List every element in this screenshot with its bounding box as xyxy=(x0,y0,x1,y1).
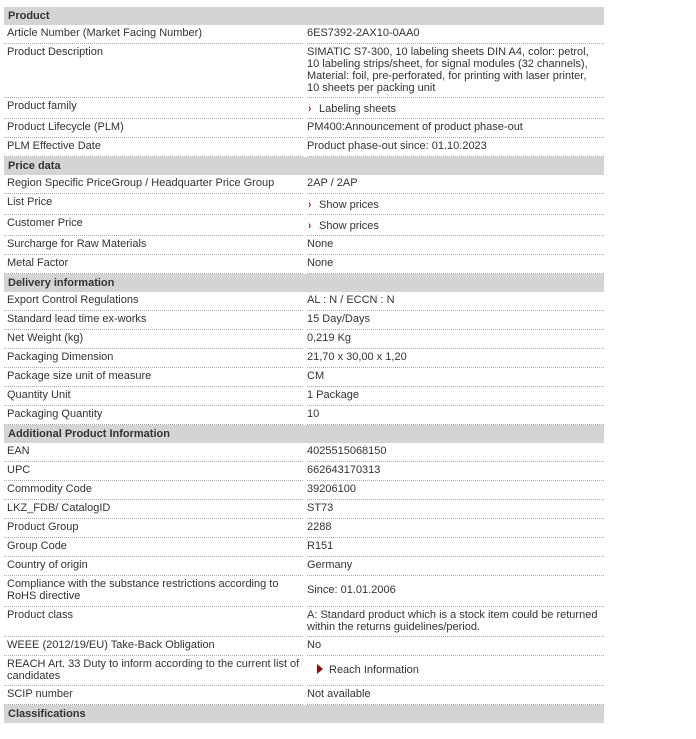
link-label: Labeling sheets xyxy=(319,103,397,115)
row-value: 39206100 xyxy=(307,481,604,500)
row-value: None xyxy=(307,255,604,274)
row-value: No xyxy=(307,637,604,656)
row-value xyxy=(307,215,604,236)
row-label: Country of origin xyxy=(4,557,303,576)
table-row xyxy=(4,686,604,705)
table-row xyxy=(4,387,604,406)
table-row xyxy=(4,500,604,519)
show-prices-link[interactable] xyxy=(307,220,379,232)
row-label: REACH Art. 33 Duty to inform according to the current list of candidates xyxy=(4,656,303,686)
row-value: SIMATIC S7-300, 10 labeling sheets DIN A4, color: petrol, 10 labeling strips/sheet, for signal modules (32 channels), Material: foil, pre-perforated, for printing with laser printer, 10 sheets per packing unit xyxy=(307,44,604,98)
row-label: LKZ_FDB/ CatalogID xyxy=(4,500,303,519)
table-row xyxy=(4,25,604,44)
product-data-table xyxy=(4,7,604,723)
chevron-right-icon: › xyxy=(308,103,312,115)
row-label: Region Specific PriceGroup / Headquarter Price Group xyxy=(4,175,303,194)
table-row xyxy=(4,637,604,656)
row-label: Export Control Regulations xyxy=(4,292,303,311)
row-label: Product class xyxy=(4,607,303,637)
row-value: 662643170313 xyxy=(307,462,604,481)
row-value: R151 xyxy=(307,538,604,557)
section-header-classifications: Classifications xyxy=(4,705,604,723)
row-label: EAN xyxy=(4,443,303,462)
row-value: CM xyxy=(307,368,604,387)
labeling-sheets-link[interactable] xyxy=(307,103,396,115)
triangle-right-icon xyxy=(317,664,323,674)
row-label: SCIP number xyxy=(4,686,303,705)
table-row xyxy=(4,576,604,607)
table-row xyxy=(4,538,604,557)
link-label: Show prices xyxy=(319,199,379,211)
table-row xyxy=(4,368,604,387)
show-prices-link[interactable] xyxy=(307,199,379,211)
row-value: ST73 xyxy=(307,500,604,519)
row-label: UPC xyxy=(4,462,303,481)
row-value xyxy=(307,98,604,119)
table-row xyxy=(4,255,604,274)
row-value: 10 xyxy=(307,406,604,425)
row-value: 6ES7392-2AX10-0AA0 xyxy=(307,25,604,44)
table-row xyxy=(4,443,604,462)
section-header-delivery-information: Delivery information xyxy=(4,274,604,292)
table-row xyxy=(4,311,604,330)
table-row xyxy=(4,519,604,538)
row-label: Standard lead time ex-works xyxy=(4,311,303,330)
row-label: Package size unit of measure xyxy=(4,368,303,387)
row-value: Not available xyxy=(307,686,604,705)
row-label: Product family xyxy=(4,98,303,119)
row-label: Packaging Dimension xyxy=(4,349,303,368)
row-label: PLM Effective Date xyxy=(4,138,303,157)
row-value: PM400:Announcement of product phase-out xyxy=(307,119,604,138)
table-row xyxy=(4,194,604,215)
row-value: None xyxy=(307,236,604,255)
row-label: Product Description xyxy=(4,44,303,98)
link-label: Reach Information xyxy=(329,664,419,676)
row-label: Quantity Unit xyxy=(4,387,303,406)
row-value: Since: 01.01.2006 xyxy=(307,576,604,607)
row-label: Net Weight (kg) xyxy=(4,330,303,349)
table-row xyxy=(4,119,604,138)
table-row xyxy=(4,349,604,368)
table-row xyxy=(4,44,604,98)
row-label: Metal Factor xyxy=(4,255,303,274)
row-value: 1 Package xyxy=(307,387,604,406)
row-value: AL : N / ECCN : N xyxy=(307,292,604,311)
section-header-price-data: Price data xyxy=(4,157,604,175)
table-row xyxy=(4,175,604,194)
row-label: Product Group xyxy=(4,519,303,538)
row-label: Surcharge for Raw Materials xyxy=(4,236,303,255)
row-value: 2AP / 2AP xyxy=(307,175,604,194)
table-row xyxy=(4,406,604,425)
table-row xyxy=(4,557,604,576)
table-row xyxy=(4,215,604,236)
reach-information-link[interactable] xyxy=(307,664,419,676)
table-row xyxy=(4,330,604,349)
row-value xyxy=(307,656,604,686)
row-value: 15 Day/Days xyxy=(307,311,604,330)
row-label: Customer Price xyxy=(4,215,303,236)
table-row xyxy=(4,462,604,481)
table-row xyxy=(4,656,604,686)
row-label: Group Code xyxy=(4,538,303,557)
table-row xyxy=(4,481,604,500)
row-label: Commodity Code xyxy=(4,481,303,500)
row-label: Article Number (Market Facing Number) xyxy=(4,25,303,44)
row-value: 4025515068150 xyxy=(307,443,604,462)
row-value xyxy=(307,194,604,215)
chevron-right-icon: › xyxy=(308,220,312,232)
table-row xyxy=(4,138,604,157)
link-label: Show prices xyxy=(319,220,379,232)
table-row xyxy=(4,607,604,637)
row-value: Product phase-out since: 01.10.2023 xyxy=(307,138,604,157)
table-row xyxy=(4,98,604,119)
row-label: Product Lifecycle (PLM) xyxy=(4,119,303,138)
table-row xyxy=(4,292,604,311)
row-value: Germany xyxy=(307,557,604,576)
section-header-product: Product xyxy=(4,7,604,25)
row-label: Packaging Quantity xyxy=(4,406,303,425)
row-value: A: Standard product which is a stock item could be returned within the returns guidelines/period. xyxy=(307,607,604,637)
row-value: 21,70 x 30,00 x 1,20 xyxy=(307,349,604,368)
row-value: 0,219 Kg xyxy=(307,330,604,349)
row-label: WEEE (2012/19/EU) Take-Back Obligation xyxy=(4,637,303,656)
table-row xyxy=(4,236,604,255)
row-value: 2288 xyxy=(307,519,604,538)
section-header-additional-product-information: Additional Product Information xyxy=(4,425,604,443)
row-label: Compliance with the substance restrictions according to RoHS directive xyxy=(4,576,303,607)
chevron-right-icon: › xyxy=(308,199,312,211)
row-label: List Price xyxy=(4,194,303,215)
